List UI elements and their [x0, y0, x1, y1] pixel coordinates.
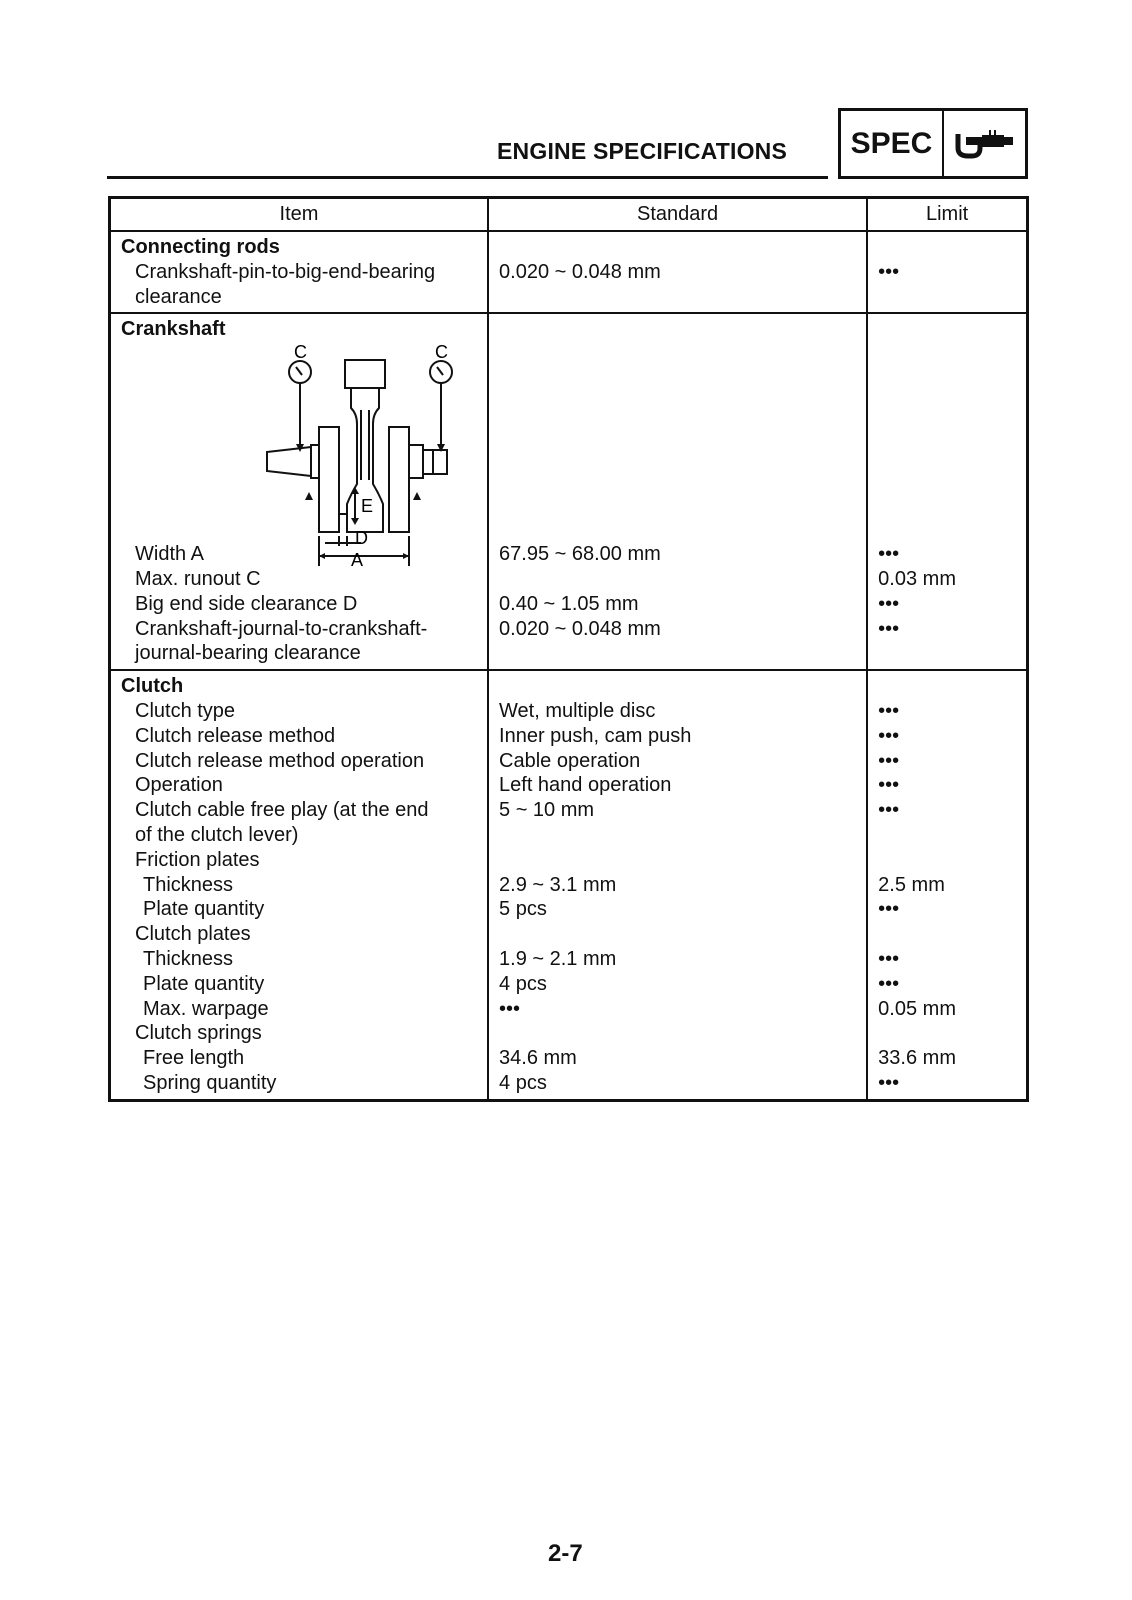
standard-value: 5 pcs: [499, 898, 547, 921]
standard-value: [499, 567, 860, 592]
item-cell: [110, 670, 489, 1100]
column-header-item: Item: [110, 198, 489, 232]
limit-value: [878, 1021, 1020, 1046]
limit-value: •••: [878, 972, 900, 995]
item-label: Clutch springs: [135, 1022, 262, 1045]
diagram-label-c-left: C: [294, 342, 307, 363]
item-label: journal-bearing clearance: [135, 642, 361, 665]
item-label: Clutch plates: [135, 923, 251, 946]
table-header-row: [110, 198, 1028, 232]
standard-cell: [488, 231, 867, 313]
standard-value: Left hand operation: [499, 774, 672, 797]
standard-value: [499, 922, 860, 947]
standard-value: 0.020 ~ 0.048 mm: [499, 617, 661, 640]
limit-value: •••: [878, 724, 900, 747]
limit-value: [878, 823, 1020, 848]
item-label: Free length: [143, 1047, 245, 1070]
limit-value: •••: [878, 947, 900, 970]
item-label: Big end side clearance D: [135, 592, 358, 615]
diagram-label-a: A: [351, 550, 364, 571]
limit-value: •••: [878, 592, 900, 615]
standard-value: [499, 1021, 860, 1046]
limit-value: 0.03 mm: [878, 567, 956, 590]
diagram-label-e: E: [361, 496, 374, 517]
limit-value: •••: [878, 749, 900, 772]
item-label: of the clutch lever): [135, 823, 299, 846]
section-heading: Crankshaft: [121, 318, 226, 341]
item-label: Crankshaft-journal-to-crankshaft-: [135, 617, 428, 640]
section-clutch: [110, 670, 1028, 1100]
standard-value: 4 pcs: [499, 1071, 547, 1094]
diagram-label-d: D: [355, 528, 368, 549]
item-cell: [110, 231, 489, 313]
standard-value: 4 pcs: [499, 972, 547, 995]
item-label: Friction plates: [135, 848, 260, 871]
limit-value: [878, 641, 1020, 666]
standard-value: 5 ~ 10 mm: [499, 799, 595, 822]
diagram-label-c-right: C: [435, 342, 448, 363]
item-label: Clutch cable free play (at the end: [135, 799, 429, 822]
standard-value: Wet, multiple disc: [499, 699, 656, 722]
standard-value: 0.020 ~ 0.048 mm: [499, 260, 661, 283]
item-label: Clutch type: [135, 699, 236, 722]
limit-value: •••: [878, 617, 900, 640]
spec-table: [108, 196, 1029, 1102]
header-rule: [107, 176, 828, 179]
item-label: Plate quantity: [143, 972, 265, 995]
limit-value: 33.6 mm: [878, 1047, 956, 1070]
item-label: Width A: [135, 543, 204, 566]
item-label: Clutch release method operation: [135, 749, 425, 772]
standard-value: 34.6 mm: [499, 1047, 577, 1070]
item-label: Plate quantity: [143, 898, 265, 921]
item-label: Max. warpage: [143, 997, 269, 1020]
standard-value: [499, 641, 860, 666]
limit-value: 2.5 mm: [878, 873, 945, 896]
item-label: Thickness: [143, 873, 234, 896]
standard-value: 2.9 ~ 3.1 mm: [499, 873, 617, 896]
limit-value: •••: [878, 699, 900, 722]
limit-value: [878, 922, 1020, 947]
spec-badge-label: SPEC: [841, 111, 944, 176]
limit-value: •••: [878, 799, 900, 822]
item-label: Clutch release method: [135, 724, 336, 747]
standard-value: Cable operation: [499, 749, 641, 772]
item-label: Operation: [135, 774, 223, 797]
limit-value: •••: [878, 774, 900, 797]
micrometer-icon: [944, 111, 1025, 176]
section-heading: Connecting rods: [121, 236, 280, 258]
column-header-standard: Standard: [488, 198, 867, 232]
limit-value: •••: [878, 898, 900, 921]
limit-value: •••: [878, 1071, 900, 1094]
standard-value: 67.95 ~ 68.00 mm: [499, 543, 661, 566]
limit-cell: [867, 670, 1027, 1100]
standard-value: 0.40 ~ 1.05 mm: [499, 592, 639, 615]
item-label: Thickness: [143, 947, 234, 970]
standard-cell: [488, 313, 867, 670]
section-connecting-rods: [110, 231, 1028, 313]
item-label: Crankshaft-pin-to-big-end-bearing: [135, 260, 436, 283]
standard-value: [499, 848, 860, 873]
limit-value: [878, 848, 1020, 873]
standard-value: •••: [499, 997, 521, 1020]
limit-value: •••: [878, 543, 900, 566]
section-crankshaft: [110, 313, 1028, 670]
item-label: Max. runout C: [135, 567, 261, 590]
item-cell: [110, 313, 489, 670]
page-title: ENGINE SPECIFICATIONS: [497, 138, 788, 164]
spec-badge: [838, 108, 1028, 179]
limit-value: •••: [878, 260, 900, 283]
item-label: Spring quantity: [143, 1071, 277, 1094]
standard-value: 1.9 ~ 2.1 mm: [499, 947, 617, 970]
item-label: clearance: [135, 285, 222, 308]
standard-value: [499, 823, 860, 848]
limit-value: 0.05 mm: [878, 997, 956, 1020]
limit-cell: [867, 231, 1027, 313]
standard-value: Inner push, cam push: [499, 724, 692, 747]
standard-cell: [488, 670, 867, 1100]
section-heading: Clutch: [121, 675, 184, 698]
page-number: 2-7: [548, 1540, 583, 1567]
limit-cell: [867, 313, 1027, 670]
column-header-limit: Limit: [867, 198, 1027, 232]
